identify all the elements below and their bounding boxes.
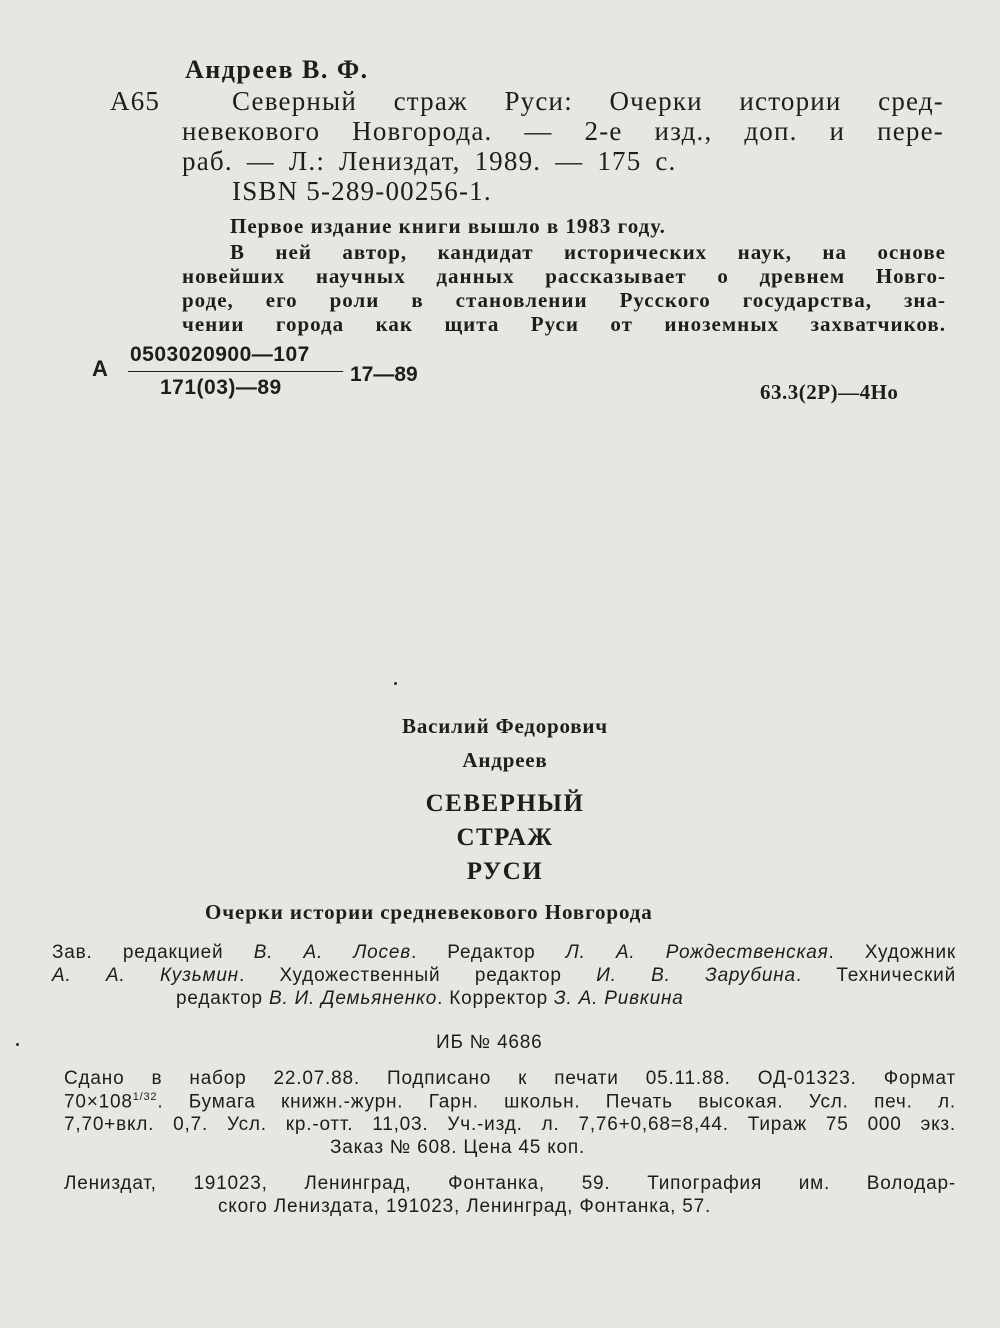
bibliographic-line-2: невекового Новгорода. — 2-е изд., доп. и пере- bbox=[182, 116, 944, 146]
annotation-line-1: Первое издание книги вышло в 1983 году. bbox=[230, 214, 666, 238]
credit-label: . Технический bbox=[795, 965, 956, 986]
author-heading: Андреев В. Ф. bbox=[185, 55, 369, 84]
book-title-line-1: СЕВЕРНЫЙ bbox=[425, 790, 585, 817]
credits-line-2 bbox=[52, 965, 956, 987]
fraction-bar bbox=[128, 371, 343, 372]
print-data-line-2 bbox=[64, 1091, 956, 1113]
credit-label: редактор bbox=[176, 988, 269, 1009]
credit-name: Л. А. Рождественская bbox=[565, 942, 829, 963]
book-title-line-2: СТРАЖ bbox=[456, 824, 554, 851]
credit-name: И. В. Зарубина bbox=[596, 965, 796, 986]
credits-line-3 bbox=[176, 988, 684, 1010]
publisher-line-1: Лениздат, 191023, Ленинград, Фонтанка, 59. Типография им. Володар- bbox=[64, 1173, 956, 1194]
print-speck bbox=[16, 1043, 19, 1046]
format-fraction: 1/32 bbox=[132, 1091, 158, 1103]
print-data-line-3: 7,70+вкл. 0,7. Усл. кр.-отт. 11,03. Уч.-изд. л. 7,76+0,68=8,44. Тираж 75 000 экз. bbox=[64, 1114, 956, 1135]
bbk-code: 63.3(2Р)—4Но bbox=[760, 380, 899, 404]
fraction-suffix: 17—89 bbox=[350, 363, 418, 386]
book-title-line-3: РУСИ bbox=[466, 858, 544, 885]
print-data-line-4: Заказ № 608. Цена 45 коп. bbox=[330, 1137, 586, 1158]
credit-label: Зав. редакцией bbox=[52, 942, 254, 963]
publisher-line-2: ского Лениздата, 191023, Ленинград, Фонтанка, 57. bbox=[218, 1196, 712, 1217]
credit-label: . Художник bbox=[828, 942, 956, 963]
index-letter: А bbox=[92, 356, 108, 381]
bibliographic-line-3: раб. — Л.: Лениздат, 1989. — 175 с. bbox=[182, 146, 677, 176]
fraction-numerator: 0503020900—107 bbox=[130, 343, 310, 366]
credit-name: В. И. Демьяненко bbox=[269, 988, 438, 1009]
format-size: 70×108 bbox=[64, 1091, 133, 1113]
isbn: ISBN 5-289-00256-1. bbox=[232, 176, 492, 206]
credit-name: З. А. Ривкина bbox=[554, 988, 684, 1009]
author-surname: Андреев bbox=[462, 748, 548, 772]
credit-label: . Корректор bbox=[437, 988, 555, 1009]
annotation-line-4: роде, его роли в становлении Русского государства, зна- bbox=[182, 288, 946, 312]
print-data-text: . Бумага книжн.-журн. Гарн. школьн. Печать высокая. Усл. печ. л. bbox=[157, 1091, 956, 1113]
annotation-line-5: чении города как щита Руси от иноземных захватчиков. bbox=[182, 312, 946, 336]
annotation-line-2: В ней автор, кандидат исторических наук, на основе bbox=[230, 240, 946, 264]
credits-line-1 bbox=[52, 942, 956, 964]
annotation-line-3: новейших научных данных рассказывает о древнем Новго- bbox=[182, 264, 946, 288]
credit-name: В. А. Лосев bbox=[253, 942, 411, 963]
ib-number: ИБ № 4686 bbox=[436, 1032, 543, 1053]
print-speck bbox=[394, 682, 397, 685]
credit-label: . Редактор bbox=[410, 942, 566, 963]
call-number: А65 bbox=[110, 86, 161, 116]
fraction-denominator: 171(03)—89 bbox=[160, 376, 282, 399]
credit-name: А. А. Кузьмин bbox=[52, 965, 239, 986]
bibliographic-line-1: Северный страж Руси: Очерки истории сред- bbox=[232, 86, 944, 116]
book-subtitle: Очерки истории средневекового Новгорода bbox=[205, 900, 653, 924]
author-full-name: Василий Федорович bbox=[402, 714, 608, 738]
print-data-line-1: Сдано в набор 22.07.88. Подписано к печати 05.11.88. ОД-01323. Формат bbox=[64, 1068, 956, 1089]
credit-label: . Художественный редактор bbox=[238, 965, 597, 986]
